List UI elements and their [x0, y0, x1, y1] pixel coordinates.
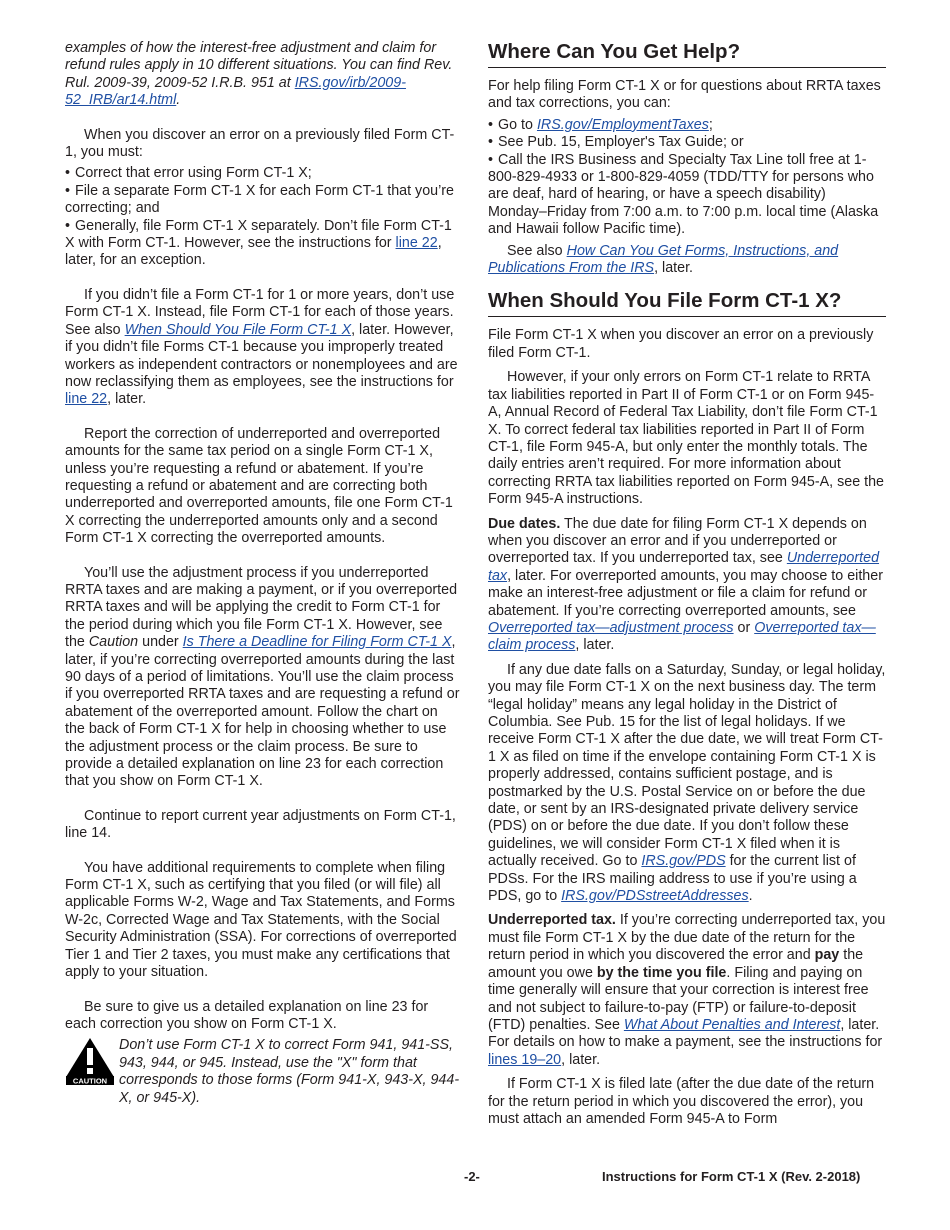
adjustment-process-link[interactable]: Overreported tax—adjustment process [488, 619, 734, 636]
heading-when-file: When Should You File Form CT-1 X? [488, 289, 886, 317]
list-item: • File a separate Form CT-1 X for each Form CT-1 that you’re correcting; and [65, 182, 454, 217]
deadline-link[interactable]: Is There a Deadline for Filing Form CT-1 X [182, 634, 452, 651]
left-column [65, 40, 461, 1107]
left-para-2: If you didn’t file a Form CT-1 for 1 or more years, don’t use Form CT-1 X. Instead, file Form CT-1 for each of those years. See also When Should You File Form CT-1 X, later. However, if you didn’t file Forms CT-1 because you improperly treated workers as independent contractors or nonemployees and are now reclassifying them as employees, see the instructions for line 22, later. [65, 286, 458, 408]
caution-icon [65, 1037, 115, 1107]
caution-box [65, 1037, 461, 1107]
late-para: If Form CT-1 X is filed late (after the due date of the return for the return period in which you discovered the error), you must attach an amended Form 945-A to Form [488, 1076, 875, 1127]
when-para-2: However, if your only errors on Form CT-1 relate to RRTA tax liabilities reported in Part II of Form CT-1 or on Form 945-A, Annual Record of Federal Tax Liability, don’t file Form CT-1 X. To correct federal tax liabilities reported in Part II of Form CT-1, file Form 945-A, but only enter the monthly totals. The daily entries aren’t required. For more information about correcting RRTA tax liabilities reported on Form 945-A, see the Form 945-A instructions. [488, 369, 884, 508]
page-number: -2- [464, 1169, 480, 1184]
list-item: • Correct that error using Form CT-1 X; [65, 165, 312, 182]
forms-instructions-link[interactable]: How Can You Get Forms, Instructions, and Publications From the IRS [488, 242, 839, 277]
lines-19-20-link[interactable]: lines 19–20 [488, 1051, 562, 1068]
list-item: • Call the IRS Business and Specialty Tax Line toll free at 1-800-829-4933 or 1-800-829-4059 (TDD/TTY for persons who are deaf, hard of hearing, or have a speech disability) Monday–Friday from 7:00 a.m. to 7:00 p.m. local time (Alaska and Hawaii follow Pacific time). [488, 151, 879, 238]
irb-link[interactable]: IRS.gov/irb/2009-52_IRB/ar14.html [65, 74, 406, 109]
pds-addresses-link[interactable]: IRS.gov/PDSstreetAddresses [561, 888, 749, 905]
list-item: • Go to IRS.gov/EmploymentTaxes; [488, 116, 713, 133]
left-para-4: You’ll use the adjustment process if you underreported RRTA taxes and are making a payment, or if you overreported RRTA taxes and will be applying the credit to Form CT-1 for the period during which you file Form CT-1 X. However, see the Caution under Is There a Deadline for Filing Form CT-1 X, later, if you’re correcting overreported amounts during the last 90 days of a period of limitations. You’ll use the claim process if you overreported RRTA taxes and are requesting a refund or abatement of the overreported amount. Follow the chart on the back of Form CT-1 X for help in choosing whether to use the adjustment process or the claim process. Be sure to provide a detailed explanation on line 23 for each correction that you show on Form CT-1 X. [65, 564, 460, 790]
right-column [488, 40, 886, 1128]
left-para-7: Be sure to give us a detailed explanation on line 23 for each correction you show on Form CT-1 X. [65, 998, 429, 1032]
holiday-para: If any due date falls on a Saturday, Sunday, or legal holiday, you may file Form CT-1 X on the next business day. The term “legal holiday” means any legal holiday in the District of Columbia. See Pub. 15 for the list of legal holidays. If we receive Form CT-1 X after the due date, we will treat Form CT-1 X as filed on time if the envelope containing Form CT-1 X is properly addressed, contains sufficient postage, and is postmarked by the U.S. Postal Service on or before the due date, or sent by an IRS-designated private delivery service (PDS) on or before the due date. If you don’t follow these guidelines, we will consider Form CT-1 X filed when it is actually received. Go to IRS.gov/PDS for the current list of PDSs. For the IRS mailing address to use if you’re using a PDS, go to IRS.gov/PDSstreetAddresses. [488, 661, 886, 905]
when-file-link[interactable]: When Should You File Form CT-1 X [124, 321, 352, 338]
underreported-para: Underreported tax. If you’re correcting underreported tax, you must file Form CT-1 X by the due date of the return for the return period in which you discovered the error and pay the amount you owe by the time you file. Filing and paying on time generally will ensure that your correction is interest free and not subject to failure-to-pay (FTP) or failure-to-deposit (FTD) penalties. See What About Penalties and Interest, later. For details on how to make a payment, see the instructions for lines 19–20, later. [488, 912, 886, 1068]
left-para-5: Continue to report current year adjustments on Form CT-1, line 14. [65, 807, 456, 842]
line-22-link[interactable]: line 22 [395, 235, 438, 252]
caution-text: Don’t use Form CT-1 X to correct Form 941, 941-SS, 943, 944, or 945. Instead, use the "X" form that corresponds to those forms (Form 941-X, 943-X, 944-X, or 945-X). [119, 1037, 460, 1106]
caution-label: CAUTION [72, 1076, 108, 1086]
due-dates-para: Due dates. The due date for filing Form CT-1 X depends on when you discover an error and if you underreported or overreported tax. If you underreported tax, see Underreported tax, later. For overreported amounts, you may choose to either make an interest-free adjustment or file a claim for refund or abatement. If you’re correcting overreported amounts, see Overreported tax—adjustment process or Overreported tax—claim process, later. [488, 515, 883, 654]
error-steps-list [65, 165, 461, 269]
underreported-tax-link[interactable]: Underreported tax [488, 550, 880, 584]
list-item: • Generally, file Form CT-1 X separately. Don’t file Form CT-1 X with Form CT-1. However, see the instructions for line 22, later, for an exception. [65, 217, 452, 269]
employment-taxes-link[interactable]: IRS.gov/EmploymentTaxes [536, 116, 709, 133]
penalties-link[interactable]: What About Penalties and Interest [623, 1016, 841, 1033]
left-para-6: You have additional requirements to complete when filing Form CT-1 X, such as certifying that you filed (or will file) all applicable Forms W-2, Wage and Tax Statements, and Forms W-2c, Corrected Wage and Tax Statements, with the Social Security Administration (SSA). For corrections of overreported Tier 1 and Tier 2 taxes, you must make any certifications that apply to your situation. [65, 859, 457, 981]
claim-process-link[interactable]: Overreported tax—claim process [488, 619, 876, 654]
pds-link[interactable]: IRS.gov/PDS [641, 853, 726, 870]
left-para-0: examples of how the interest-free adjustment and claim for refund rules apply in 10 different situations. You can find Rev. Rul. 2009-39, 2009-52 I.R.B. 951 at IRS.gov/irb/2009-52_IRB/ar14.html. [65, 40, 453, 109]
help-intro: For help filing Form CT-1 X or for questions about RRTA taxes and tax corrections, you can: [488, 78, 881, 112]
footer-title: Instructions for Form CT-1 X (Rev. 2-2018) [602, 1169, 861, 1184]
heading-where-help: Where Can You Get Help? [488, 40, 886, 68]
line-22-link-2[interactable]: line 22 [65, 391, 108, 408]
left-para-3: Report the correction of underreported and overreported amounts for the same tax period on a single Form CT-1 X, unless you’re requesting a refund or abatement. If you’re requesting a refund or abatement and are correcting both underreported and overreported amounts, file one Form CT-1 X correcting the underreported amounts only and a second Form CT-1 X correcting the overreported amounts. [65, 425, 453, 547]
list-item: • See Pub. 15, Employer's Tax Guide; or [488, 134, 744, 151]
left-para-1-intro: When you discover an error on a previously filed Form CT-1, you must: [65, 126, 455, 161]
help-list [488, 117, 886, 239]
when-para-1: File Form CT-1 X when you discover an error on a previously filed Form CT-1. [488, 327, 874, 361]
see-also-para: See also How Can You Get Forms, Instructions, and Publications From the IRS, later. [488, 242, 839, 277]
